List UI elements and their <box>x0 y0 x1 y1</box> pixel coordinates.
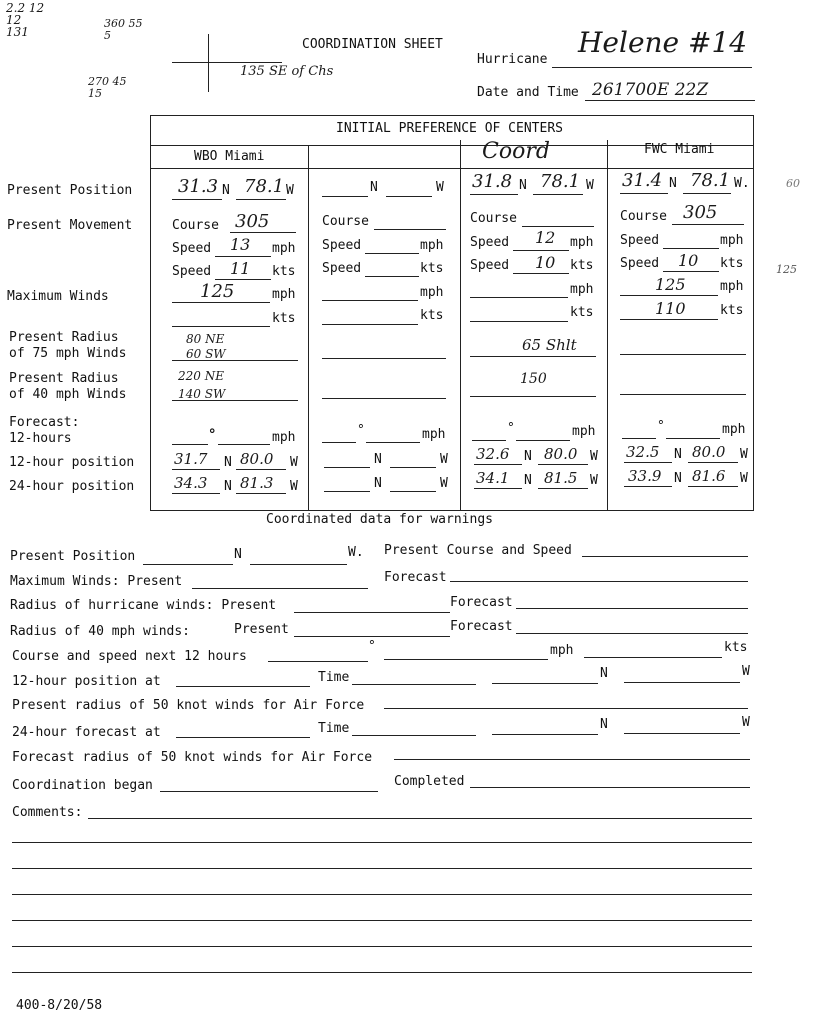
comment-line[interactable] <box>12 842 752 843</box>
course-label: Course <box>620 209 667 224</box>
table-rule <box>151 168 753 169</box>
label-present-course-speed: Present Course and Speed <box>384 543 572 558</box>
coord-p24-n: 34.1 <box>476 469 510 487</box>
comment-line[interactable] <box>12 972 752 973</box>
sketch-line <box>172 62 282 63</box>
label-time: Time <box>318 670 350 685</box>
wbo-max-mph: 125 <box>200 281 235 302</box>
wbo-p24-n: 34.3 <box>174 474 208 492</box>
wbo-fc-dot: ° <box>208 427 217 443</box>
field-line <box>322 196 368 197</box>
field-line <box>688 486 738 487</box>
unit-w: W. <box>734 176 750 191</box>
hurricane-field-line <box>552 67 752 68</box>
row-label-present-position: Present Position <box>7 183 133 198</box>
field-line <box>513 250 569 251</box>
field-line <box>474 464 522 465</box>
field-line <box>386 196 432 197</box>
field-line[interactable] <box>624 682 740 683</box>
field-line[interactable] <box>294 636 450 637</box>
field-line <box>322 300 418 301</box>
field-line[interactable] <box>268 661 368 662</box>
comment-line[interactable] <box>12 894 752 895</box>
fwc-pos-n: 31.4 <box>622 170 663 191</box>
row-label-radius75: Present Radius <box>9 330 119 345</box>
col-header-coord: Coord <box>482 139 550 164</box>
field-line[interactable] <box>294 612 450 613</box>
row-label-forecast: Forecast: <box>9 415 80 430</box>
field-line <box>470 321 568 322</box>
field-line[interactable] <box>492 734 598 735</box>
field-line <box>365 253 419 254</box>
form-id: 400-8/20/58 <box>16 998 103 1013</box>
label-present-position: Present Position <box>10 549 136 564</box>
label-24h-forecast: 24-hour forecast at <box>12 725 161 740</box>
course-label: Course <box>470 211 517 226</box>
corner-calculation-1: 2.2 12 12 131 <box>6 1 45 39</box>
field-line[interactable] <box>450 581 748 582</box>
unit-mph: mph <box>422 427 446 442</box>
unit-n: N <box>674 447 682 462</box>
unit-n: N <box>374 452 382 467</box>
coord-p12-n: 32.6 <box>476 445 510 463</box>
unit-mph: mph <box>272 287 296 302</box>
unit-w: W. <box>348 545 364 560</box>
unit-w: W <box>590 473 598 488</box>
field-line <box>513 273 569 274</box>
wbo-r40-ne: 220 NE <box>178 369 224 383</box>
field-line[interactable] <box>192 588 368 589</box>
field-line[interactable] <box>582 556 748 557</box>
label-course-speed-12h: Course and speed next 12 hours <box>12 649 247 664</box>
field-line <box>172 493 220 494</box>
coord-pos-n: 31.8 <box>472 171 513 192</box>
unit-n: N <box>600 717 608 732</box>
row-label-present-movement: Present Movement <box>7 218 133 233</box>
row-label-maximum-winds: Maximum Winds <box>7 289 109 304</box>
speed-label: Speed <box>620 233 660 248</box>
field-line[interactable] <box>352 684 476 685</box>
label-coordination-began: Coordination began <box>12 778 153 793</box>
unit-w: W <box>290 479 298 494</box>
speed-label: Speed <box>470 235 510 250</box>
datetime-label: Date and Time <box>477 85 579 100</box>
field-line[interactable] <box>250 564 347 565</box>
speed-label: Speed <box>470 258 510 273</box>
field-line[interactable] <box>352 735 476 736</box>
unit-mph: mph <box>572 424 596 439</box>
fwc-max-mph: 125 <box>655 275 686 294</box>
label-present: Present <box>234 622 289 637</box>
unit-w: W <box>286 183 294 198</box>
field-line[interactable] <box>160 791 378 792</box>
field-line <box>474 488 522 489</box>
field-line <box>366 442 420 443</box>
speed-label: Speed <box>620 256 660 271</box>
label-comments: Comments: <box>12 805 83 820</box>
wbo-r40-sw: 140 SW <box>178 387 226 401</box>
unit-n: N <box>234 547 242 562</box>
unit-w: W <box>290 455 298 470</box>
field-line[interactable] <box>143 564 233 565</box>
wbo-r75-sw: 60 SW <box>186 347 226 361</box>
field-line <box>620 319 718 320</box>
unit-w: W <box>586 178 594 193</box>
course-label: Course <box>172 218 219 233</box>
field-line <box>620 354 746 355</box>
field-line <box>516 440 570 441</box>
fwc-p12-w: 80.0 <box>692 443 726 461</box>
degree-mark: ° <box>357 423 365 438</box>
speed-label: Speed <box>172 241 212 256</box>
field-line <box>236 469 286 470</box>
field-line <box>538 488 588 489</box>
field-line <box>672 224 744 225</box>
unit-mph: mph <box>720 233 744 248</box>
unit-n: N <box>524 473 532 488</box>
unit-w: W <box>436 180 444 195</box>
fwc-course: 305 <box>683 202 718 223</box>
unit-kts: kts <box>570 305 594 320</box>
unit-n: N <box>224 479 232 494</box>
unit-w: W <box>440 476 448 491</box>
field-line <box>172 326 270 327</box>
unit-kts: kts <box>570 258 594 273</box>
unit-kts: kts <box>272 264 296 279</box>
table-column-divider <box>607 140 608 510</box>
sketch-line <box>208 34 209 92</box>
field-line[interactable] <box>584 657 722 658</box>
unit-mph: mph <box>420 238 444 253</box>
field-line <box>322 324 418 325</box>
field-line <box>470 297 568 298</box>
label-forecast: Forecast <box>450 595 513 610</box>
wbo-r75-ne: 80 NE <box>186 332 225 346</box>
speed-label: Speed <box>172 264 212 279</box>
field-line <box>365 276 419 277</box>
fwc-p24-n: 33.9 <box>628 467 662 485</box>
field-line[interactable] <box>176 737 310 738</box>
field-line <box>172 199 222 200</box>
field-line <box>172 469 220 470</box>
corner-calculation-2: 360 55 5 <box>104 17 143 42</box>
unit-n: N <box>524 449 532 464</box>
wbo-course: 305 <box>235 211 270 232</box>
col-header-wbo: WBO Miami <box>194 149 265 164</box>
comment-line[interactable] <box>88 818 752 819</box>
field-line <box>620 193 668 194</box>
field-line <box>172 302 270 303</box>
field-line <box>390 491 436 492</box>
unit-w: W <box>740 447 748 462</box>
label-forecast: Forecast <box>450 619 513 634</box>
degree-mark: ° <box>657 419 665 434</box>
unit-n: N <box>374 476 382 491</box>
field-line <box>624 486 672 487</box>
wbo-p12-w: 80.0 <box>240 450 274 468</box>
field-line <box>470 356 596 357</box>
field-line <box>322 398 446 399</box>
margin-note-125: 125 <box>776 263 797 276</box>
coord-r40: 150 <box>520 371 547 387</box>
fwc-speed-kts: 10 <box>678 251 699 270</box>
wbo-speed-kts: 11 <box>230 259 251 278</box>
label-completed: Completed <box>394 774 465 789</box>
hurricane-name: Helene #14 <box>578 26 748 59</box>
field-line <box>620 394 746 395</box>
speed-label: Speed <box>322 261 362 276</box>
field-line <box>663 271 719 272</box>
unit-mph: mph <box>550 643 574 658</box>
wbo-pos-w: 78.1 <box>244 176 285 197</box>
field-line <box>533 194 583 195</box>
field-line[interactable] <box>394 759 750 760</box>
comment-line[interactable] <box>12 946 752 947</box>
margin-note-60: 60 <box>786 177 800 190</box>
field-line[interactable] <box>384 659 548 660</box>
row-label-24h-position: 24-hour position <box>9 479 135 494</box>
field-line[interactable] <box>470 787 750 788</box>
unit-kts: kts <box>420 261 444 276</box>
fwc-pos-w: 78.1 <box>690 170 731 191</box>
sheet-title: COORDINATION SHEET <box>302 37 443 52</box>
unit-w: W <box>742 664 750 679</box>
unit-mph: mph <box>720 279 744 294</box>
datetime-value: 261700E 22Z <box>592 80 709 100</box>
degree-mark: ° <box>507 421 515 436</box>
row-label-radius75: of 75 mph Winds <box>9 346 127 361</box>
field-line <box>322 442 356 443</box>
coord-p12-w: 80.0 <box>544 445 578 463</box>
field-line[interactable] <box>624 733 740 734</box>
row-label-radius40: Present Radius <box>9 371 119 386</box>
datetime-field-line <box>585 100 755 101</box>
label-radius-hurricane: Radius of hurricane winds: Present <box>10 598 277 613</box>
unit-n: N <box>224 455 232 470</box>
field-line <box>215 256 271 257</box>
comment-line[interactable] <box>12 868 752 869</box>
field-line[interactable] <box>492 683 598 684</box>
field-line <box>470 194 518 195</box>
label-radius50-af: Present radius of 50 knot winds for Air Force <box>12 698 365 713</box>
unit-mph: mph <box>570 282 594 297</box>
unit-n: N <box>669 176 677 191</box>
unit-kts: kts <box>720 256 744 271</box>
unit-w: W <box>742 715 750 730</box>
fwc-max-kts: 110 <box>655 299 686 318</box>
unit-n: N <box>600 666 608 681</box>
unit-w: W <box>740 471 748 486</box>
field-line[interactable] <box>384 708 748 709</box>
unit-mph: mph <box>272 241 296 256</box>
wbo-pos-n: 31.3 <box>178 176 219 197</box>
position-note: 135 SE of Chs <box>240 64 334 79</box>
field-line <box>322 358 446 359</box>
coord-r75: 65 Shlt <box>522 336 577 354</box>
unit-kts: kts <box>272 311 296 326</box>
unit-mph: mph <box>420 285 444 300</box>
label-time: Time <box>318 721 350 736</box>
field-line <box>172 400 298 401</box>
unit-w: W <box>590 449 598 464</box>
coord-speed-kts: 10 <box>535 253 556 272</box>
comment-line[interactable] <box>12 920 752 921</box>
label-forecast: Forecast <box>384 570 447 585</box>
field-line <box>172 444 208 445</box>
row-label-forecast: 12-hours <box>9 431 72 446</box>
field-line[interactable] <box>516 608 748 609</box>
unit-n: N <box>370 180 378 195</box>
field-line <box>663 248 719 249</box>
table-column-divider <box>308 145 309 510</box>
field-line <box>236 493 286 494</box>
field-line <box>390 467 436 468</box>
wbo-p24-w: 81.3 <box>240 474 274 492</box>
table-column-divider <box>460 140 461 510</box>
field-line <box>324 467 370 468</box>
field-line <box>538 464 588 465</box>
unit-mph: mph <box>570 235 594 250</box>
field-line <box>620 295 718 296</box>
coord-p24-w: 81.5 <box>544 469 578 487</box>
unit-mph: mph <box>722 422 746 437</box>
unit-n: N <box>519 178 527 193</box>
field-line[interactable] <box>516 633 748 634</box>
field-line <box>324 491 370 492</box>
field-line <box>374 229 446 230</box>
row-label-radius40: of 40 mph Winds <box>9 387 127 402</box>
label-radius-40: Radius of 40 mph winds: <box>10 624 191 639</box>
coord-pos-w: 78.1 <box>540 171 581 192</box>
field-line <box>624 462 672 463</box>
table-caption: INITIAL PREFERENCE OF CENTERS <box>336 121 563 136</box>
course-label: Course <box>322 214 369 229</box>
corner-calculation-3: 270 45 15 <box>88 75 127 100</box>
label-12h-position: 12-hour position at <box>12 674 161 689</box>
field-line <box>666 438 720 439</box>
fwc-p12-n: 32.5 <box>626 443 660 461</box>
unit-w: W <box>440 452 448 467</box>
warnings-title: Coordinated data for warnings <box>266 512 493 527</box>
field-line <box>683 193 731 194</box>
field-line <box>215 279 271 280</box>
label-max-winds: Maximum Winds: Present <box>10 574 183 589</box>
field-line <box>236 199 286 200</box>
coord-speed-mph: 12 <box>535 228 556 247</box>
field-line <box>230 232 296 233</box>
field-line <box>172 360 298 361</box>
hurricane-label: Hurricane <box>477 52 548 67</box>
field-line <box>470 396 596 397</box>
field-line[interactable] <box>176 686 310 687</box>
wbo-speed-mph: 13 <box>230 235 251 254</box>
row-label-12h-position: 12-hour position <box>9 455 135 470</box>
unit-n: N <box>674 471 682 486</box>
col-header-fwc: FWC Miami <box>644 142 715 157</box>
fwc-p24-w: 81.6 <box>692 467 726 485</box>
label-fc-radius50-af: Forecast radius of 50 knot winds for Air Force <box>12 750 373 765</box>
degree-mark: ° <box>368 639 376 654</box>
field-line <box>218 444 270 445</box>
unit-kts: kts <box>724 640 748 655</box>
field-line <box>522 226 594 227</box>
unit-kts: kts <box>420 308 444 323</box>
speed-label: Speed <box>322 238 362 253</box>
unit-kts: kts <box>720 303 744 318</box>
field-line <box>472 440 506 441</box>
wbo-p12-n: 31.7 <box>174 450 208 468</box>
unit-n: N <box>222 183 230 198</box>
field-line <box>622 438 656 439</box>
field-line <box>688 462 738 463</box>
unit-mph: mph <box>272 430 296 445</box>
